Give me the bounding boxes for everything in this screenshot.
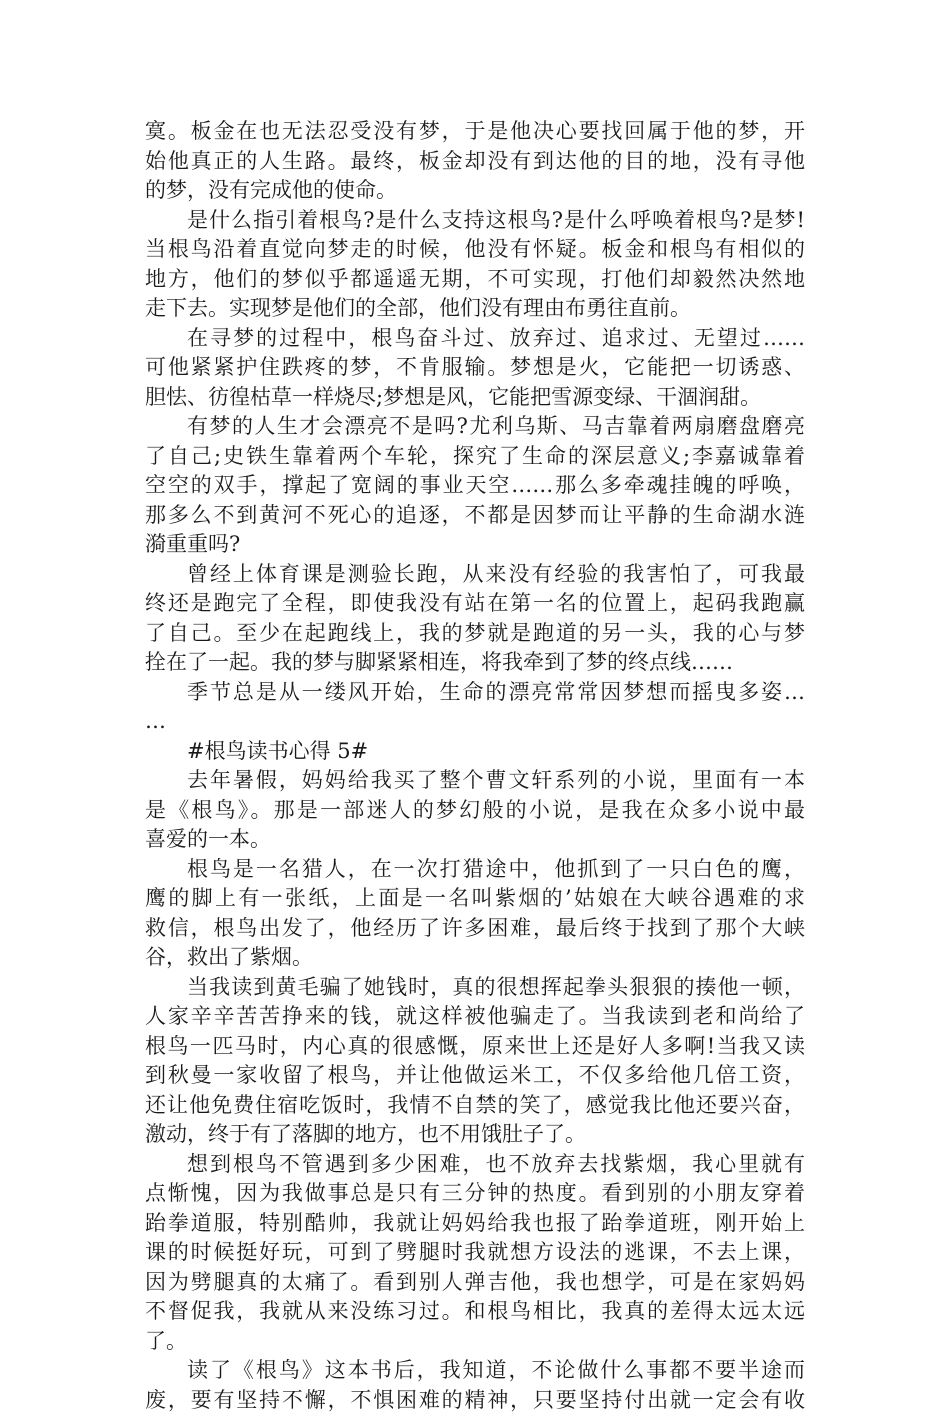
text-line: 的梦，没有完成他的使命。 [145,176,805,206]
text-line: 因为劈腿真的太痛了。看到别人弹吉他，我也想学，可是在家妈妈 [145,1268,805,1298]
text-line: 跆拳道服，特别酷帅，我就让妈妈给我也报了跆拳道班，刚开始上 [145,1209,805,1239]
text-line: 在寻梦的过程中，根鸟奋斗过、放弃过、追求过、无望过…… [145,324,805,354]
text-line: 当我读到黄毛骗了她钱时，真的很想挥起拳头狠狠的揍他一顿， [145,973,805,1003]
text-line: 曾经上体育课是测验长跑，从来没有经验的我害怕了，可我最 [145,560,805,590]
text-line: 读了《根鸟》这本书后，我知道，不论做什么事都不要半途而 [145,1356,805,1386]
text-line: 谷，救出了紫烟。 [145,943,805,973]
text-line: 终还是跑完了全程，即使我没有站在第一名的位置上，起码我跑赢 [145,589,805,619]
text-line: 喜爱的一本。 [145,825,805,855]
text-line: 空空的双手，撑起了宽阔的事业天空……那么多牵魂挂魄的呼唤， [145,471,805,501]
text-line: #根鸟读书心得 5# [145,737,805,767]
text-line: 地方，他们的梦似乎都遥遥无期，不可实现，打他们却毅然决然地 [145,265,805,295]
text-line: 课的时候挺好玩，可到了劈腿时我就想方设法的逃课，不去上课， [145,1238,805,1268]
text-line: … [145,707,805,737]
text-line: 可他紧紧护住跌疼的梦，不肯服输。梦想是火，它能把一切诱惑、 [145,353,805,383]
text-line: 拴在了一起。我的梦与脚紧紧相连，将我牵到了梦的终点线…… [145,648,805,678]
text-line: 根鸟一匹马时，内心真的很感慨，原来世上还是好人多啊!当我又读 [145,1032,805,1062]
text-line: 想到根鸟不管遇到多少困难，也不放弃去找紫烟，我心里就有 [145,1150,805,1180]
text-line: 了自己;史铁生靠着两个车轮，探究了生命的深层意义;李嘉诚靠着 [145,442,805,472]
text-line: 去年暑假，妈妈给我买了整个曹文轩系列的小说，里面有一本 [145,766,805,796]
text-line: 走下去。实现梦是他们的全部，他们没有理由布勇往直前。 [145,294,805,324]
text-line: 点惭愧，因为我做事总是只有三分钟的热度。看到别的小朋友穿着 [145,1179,805,1209]
text-line: 当根鸟沿着直觉向梦走的时候，他没有怀疑。板金和根鸟有相似的 [145,235,805,265]
text-line: 到秋曼一家收留了根鸟，并让他做运米工，不仅多给他几倍工资， [145,1061,805,1091]
text-line: 是《根鸟》。那是一部迷人的梦幻般的小说，是我在众多小说中最 [145,796,805,826]
text-line: 了自己。至少在起跑线上，我的梦就是跑道的另一头，我的心与梦 [145,619,805,649]
text-line: 寞。板金在也无法忍受没有梦，于是他决心要找回属于他的梦，开 [145,117,805,147]
text-line: 还让他免费住宿吃饭时，我情不自禁的笑了，感觉我比他还要兴奋， [145,1091,805,1121]
text-line: 是什么指引着根鸟?是什么支持这根鸟?是什么呼唤着根鸟?是梦! [145,206,805,236]
text-line: 救信，根鸟出发了，他经历了许多困难，最后终于找到了那个大峡 [145,914,805,944]
text-line: 人家辛辛苦苦挣来的钱，就这样被他骗走了。当我读到老和尚给了 [145,1002,805,1032]
text-line: 漪重重吗? [145,530,805,560]
text-line: 不督促我，我就从来没练习过。和根鸟相比，我真的差得太远太远 [145,1297,805,1327]
text-line: 胆怯、彷徨枯草一样烧尽;梦想是风，它能把雪源变绿、干涸润甜。 [145,383,805,413]
text-line: 季节总是从一缕风开始，生命的漂亮常常因梦想而摇曳多姿… [145,678,805,708]
text-line: 鹰的脚上有一张纸，上面是一名叫紫烟的’姑娘在大峡谷遇难的求 [145,884,805,914]
text-line: 了。 [145,1327,805,1357]
text-line: 激动，终于有了落脚的地方，也不用饿肚子了。 [145,1120,805,1150]
text-line: 根鸟是一名猎人，在一次打猎途中，他抓到了一只白色的鹰， [145,855,805,885]
text-line: 始他真正的人生路。最终，板金却没有到达他的目的地，没有寻他 [145,147,805,177]
text-line: 有梦的人生才会漂亮不是吗?尤利乌斯、马吉靠着两扇磨盘磨亮 [145,412,805,442]
text-line: 那多么不到黄河不死心的追逐，不都是因梦而让平静的生命湖水涟 [145,501,805,531]
document-page [145,117,805,1415]
text-line: 废，要有坚持不懈，不惧困难的精神，只要坚持付出就一定会有收 [145,1386,805,1415]
